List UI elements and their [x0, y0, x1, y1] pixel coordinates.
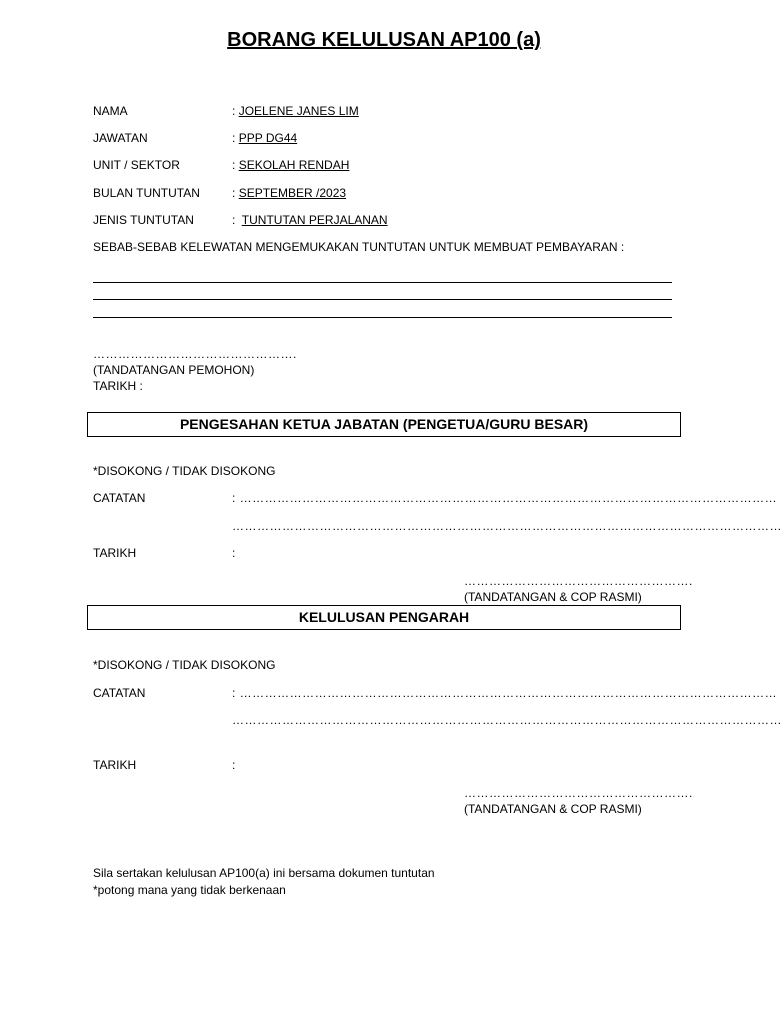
director-note-line[interactable]: : …………………………………………………………………………………………………………………: [232, 686, 778, 700]
director-support-option[interactable]: *DISOKONG / TIDAK DISOKONG: [93, 658, 276, 672]
director-signature-label: (TANDATANGAN & COP RASMI): [464, 802, 642, 816]
reason-line[interactable]: [93, 299, 672, 300]
director-signature-line[interactable]: ……………………………………………….: [464, 786, 693, 800]
director-date-label: TARIKH: [93, 758, 137, 772]
field-label-jawatan: JAWATAN: [93, 131, 148, 145]
field-label-jenis: JENIS TUNTUTAN: [93, 213, 194, 227]
head-date-field[interactable]: :: [232, 546, 236, 560]
director-date-field[interactable]: :: [232, 758, 236, 772]
head-approval-heading: PENGESAHAN KETUA JABATAN (PENGETUA/GURU BESAR): [87, 412, 681, 437]
applicant-signature-line[interactable]: ………………………………………….: [93, 347, 297, 361]
form-title: BORANG KELULUSAN AP100 (a): [227, 29, 541, 51]
field-label-nama: NAMA: [93, 104, 128, 118]
head-signature-label: (TANDATANGAN & COP RASMI): [464, 590, 642, 604]
applicant-date-label: TARIKH :: [93, 379, 143, 393]
applicant-signature-label: (TANDATANGAN PEMOHON): [93, 363, 255, 377]
reason-line[interactable]: [93, 317, 672, 318]
director-approval-heading: KELULUSAN PENGARAH: [87, 605, 681, 630]
field-value-jenis: : TUNTUTAN PERJALANAN: [232, 213, 388, 227]
reason-label: SEBAB-SEBAB KELEWATAN MENGEMUKAKAN TUNTUTAN UNTUK MEMBUAT PEMBAYARAN :: [93, 240, 625, 254]
head-note-line[interactable]: ……………………………………………………………………………………………………………………: [232, 519, 782, 533]
head-date-label: TARIKH: [93, 546, 137, 560]
field-value-unit: : SEKOLAH RENDAH: [232, 158, 350, 172]
field-label-bulan: BULAN TUNTUTAN: [93, 186, 200, 200]
head-support-option[interactable]: *DISOKONG / TIDAK DISOKONG: [93, 464, 276, 478]
head-note-line[interactable]: : …………………………………………………………………………………………………………………: [232, 491, 778, 505]
reason-line[interactable]: [93, 282, 672, 283]
field-value-jawatan: : PPP DG44: [232, 131, 298, 145]
field-label-unit: UNIT / SEKTOR: [93, 158, 180, 172]
footer-strike-note: *potong mana yang tidak berkenaan: [93, 883, 286, 897]
director-note-label: CATATAN: [93, 686, 146, 700]
head-signature-line[interactable]: ……………………………………………….: [464, 574, 693, 588]
footer-note: Sila sertakan kelulusan AP100(a) ini bersama dokumen tuntutan: [93, 866, 435, 880]
head-note-label: CATATAN: [93, 491, 146, 505]
field-value-bulan: : SEPTEMBER /2023: [232, 186, 347, 200]
field-value-nama: : JOELENE JANES LIM: [232, 104, 359, 118]
director-note-line[interactable]: ……………………………………………………………………………………………………………………: [232, 713, 782, 727]
